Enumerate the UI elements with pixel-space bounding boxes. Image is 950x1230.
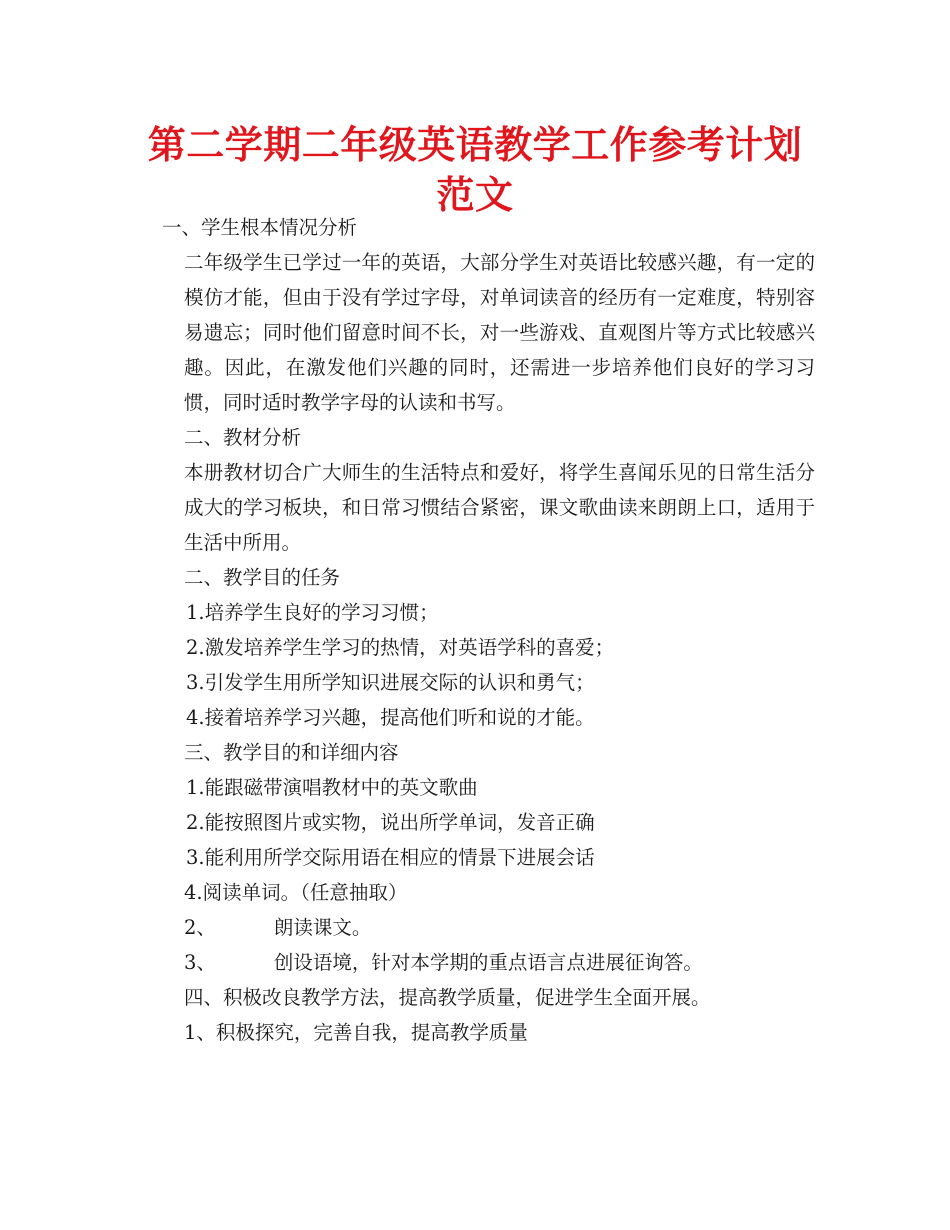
section-heading-textbook-analysis: 二、教材分析 xyxy=(184,426,302,449)
item-text: 朗读课文。 xyxy=(273,916,372,939)
list-item: 1、积极探究，完善自我，提高教学质量 xyxy=(184,1021,528,1044)
list-item: 1.能跟磁带演唱教材中的英文歌曲 xyxy=(186,776,478,799)
numbered-item xyxy=(140,910,815,945)
list-item: 4.阅读单词。（任意抽取） xyxy=(184,881,408,904)
list-item: 1.培养学生良好的学习习惯； xyxy=(186,601,439,624)
section-heading-teaching-methods: 四、积极改良教学方法，提高教学质量，促进学生全面开展。 xyxy=(184,986,711,1009)
numbered-item xyxy=(140,945,815,980)
item-text: 创设语境，针对本学期的重点语言点进展征询答。 xyxy=(273,951,703,974)
list-item: 2.激发培养学生学习的热情，对英语学科的喜爱； xyxy=(186,636,615,659)
section-heading-teaching-content: 三、教学目的和详细内容 xyxy=(184,741,399,764)
list-item: 3.引发学生用所学知识进展交际的认识和勇气； xyxy=(186,671,595,694)
list-item: 4.接着培养学习兴趣，提高他们听和说的才能。 xyxy=(186,706,595,729)
paragraph-textbook-analysis: 本册教材切合广大师生的生活特点和爱好，将学生喜闻乐见的日常生活分成大的学习板块，和日常习惯结合紧密，课文歌曲读来朗朗上口，适用于生活中所用。 xyxy=(184,461,815,554)
document-body xyxy=(140,210,815,1050)
item-number: 3、 xyxy=(184,951,216,974)
list-item: 2.能按照图片或实物，说出所学单词，发音正确 xyxy=(186,811,595,834)
section-heading-student-analysis: 一、学生根本情况分析 xyxy=(162,216,358,239)
item-number: 2、 xyxy=(184,916,216,939)
paragraph-student-analysis: 二年级学生已学过一年的英语，大部分学生对英语比较感兴趣，有一定的模仿才能，但由于没有学过字母，对单词读音的经历有一定难度，特别容易遗忘；同时他们留意时间不长，对一些游戏、直观图片等方式比较感兴趣。因此，在激发他们兴趣的同时，还需进一步培养他们良好的学习习惯，同时适时教学字母的认读和书写。 xyxy=(184,251,815,414)
section-heading-teaching-tasks: 二、教学目的任务 xyxy=(184,566,341,589)
list-item: 3.能利用所学交际用语在相应的情景下进展会话 xyxy=(186,846,595,869)
document-title: 第二学期二年级英语教学工作参考计划范文 xyxy=(147,123,803,217)
